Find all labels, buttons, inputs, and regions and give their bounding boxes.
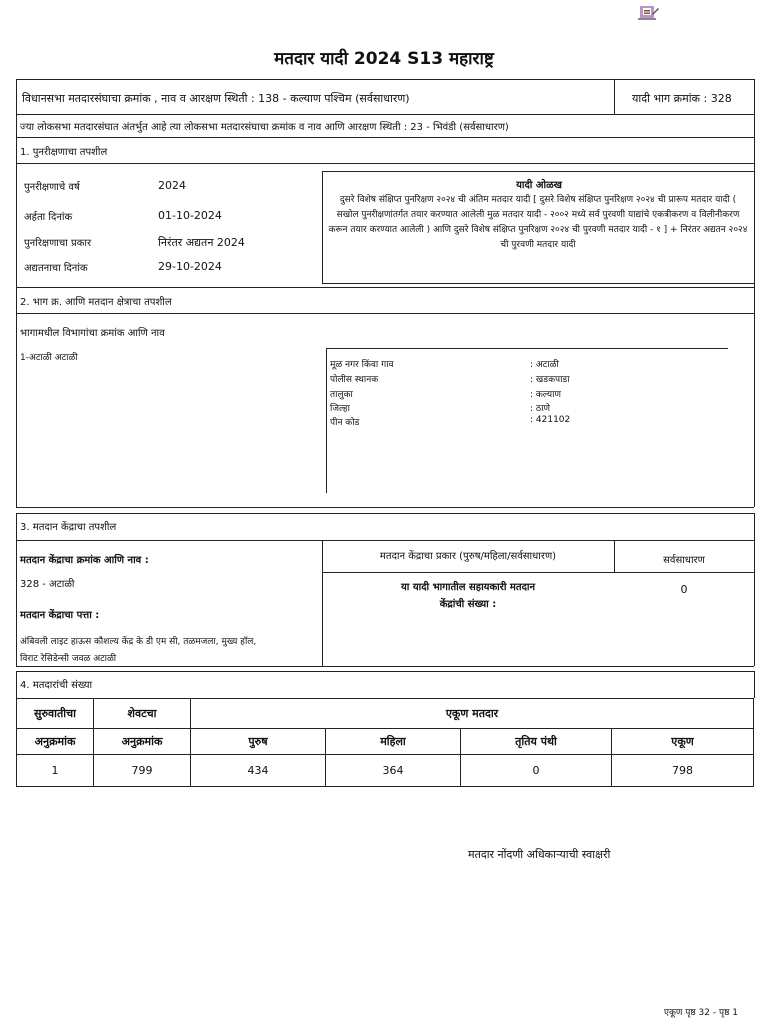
third-gender-count: 0 <box>461 755 612 787</box>
col-male: पुरुष <box>191 729 326 755</box>
revision-type-label: पुनरिक्षणाचा प्रकार <box>24 238 92 249</box>
station-type-value: सर्वसाधारण <box>663 555 705 566</box>
section3-heading: 3. मतदान केंद्राचा तपशील <box>20 522 117 533</box>
revision-type-value: निरंतर अद्यतन 2024 <box>158 236 245 249</box>
election-commission-logo <box>634 2 662 24</box>
section4-heading: 4. मतदारांची संख्या <box>20 680 93 691</box>
aux-stations-label-2: केंद्रांची संख्या : <box>439 599 497 610</box>
pin-code-label: पीन कोड <box>330 418 360 428</box>
aux-stations-label-1: या यादी भागातील सहायकारी मतदान <box>400 582 536 593</box>
pin-code-value: : 421102 <box>530 415 571 425</box>
end-serial: 799 <box>94 755 191 787</box>
col-end-line1: शेवटचा <box>94 699 191 729</box>
update-date-label: अद्यतनाचा दिनांक <box>24 263 88 274</box>
station-type-label: मतदान केंद्राचा प्रकार (पुरुष/महिला/सर्वसाधारण) <box>379 551 557 562</box>
col-female: महिला <box>326 729 461 755</box>
part-number: यादी भाग क्रमांक : 328 <box>632 92 732 105</box>
page-footer: एकूण पृष्ठ 32 - पृष्ठ 1 <box>664 1008 738 1018</box>
constituency-info: विधानसभा मतदारसंघाचा क्रमांक , नाव व आरक्षण स्थिती : 138 - कल्याण पश्चिम (सर्वसाधारण) <box>22 92 410 105</box>
total-count: 798 <box>612 755 754 787</box>
village-value: : अटाळी <box>530 360 559 370</box>
col-third-gender: तृतिय पंथी <box>461 729 612 755</box>
taluka-label: तालुका <box>330 390 353 400</box>
qualifying-date-value: 01-10-2024 <box>158 209 222 222</box>
page-title: मतदार यादी 2024 S13 महाराष्ट्र <box>274 49 494 69</box>
section-name: 1-अटाळी अटाळी <box>20 353 78 363</box>
col-start-line2: अनुक्रमांक <box>17 729 94 755</box>
district-value: : ठाणे <box>530 404 550 414</box>
start-serial: 1 <box>17 755 94 787</box>
taluka-value: : कल्याण <box>530 390 561 400</box>
lok-sabha-info: ज्या लोकसभा मतदारसंघात अंतर्भुत आहे त्या लोकसभा मतदारसंघाचा क्रमांक व नाव आणि आरक्षण स्थिती : 23 - भिवंडी (सर्वसाधारण) <box>20 122 509 133</box>
qualifying-date-label: अर्हता दिनांक <box>24 212 73 223</box>
col-start-line1: सुरुवातीचा <box>17 699 94 729</box>
section1-heading: 1. पुनरीक्षणाचा तपशील <box>20 147 108 158</box>
female-count: 364 <box>326 755 461 787</box>
polling-address-line2: विराट रेसिडेन्सी जवळ अटाळी <box>20 654 117 664</box>
update-date-value: 29-10-2024 <box>158 260 222 273</box>
section2-heading: 2. भाग क्र. आणि मतदान क्षेत्राचा तपशील <box>20 297 172 308</box>
polling-station-label: मतदान केंद्राचा क्रमांक आणि नाव : <box>20 555 149 566</box>
aux-stations-value: 0 <box>680 583 688 596</box>
table-row <box>17 755 754 787</box>
district-label: जिल्हा <box>330 404 350 414</box>
total-voters-header: एकूण मतदार <box>191 699 754 729</box>
revision-year-label: पुनरीक्षणाचे वर्ष <box>24 182 80 193</box>
voter-count-table <box>16 698 754 787</box>
list-identity-text: दुसरे विशेष संक्षिप्त पुनरिक्षण २०२४ ची अंतिम मतदार यादी [ दुसरे विशेष संक्षिप्त पुनरिक्षण २०२४ ची प्रारूप मतदार यादी ( सखोल पुनरीक्षणांतर्गत तयार करण्यात आलेली मुळ मतदार यादी - २००२ मध्ये सर्व पुरवणी याद्यांचे एकत्रीकरण व विलीनीकरण करून तयार करण्यात आलेली ) आणि दुसरे विशेष संक्षिप्त पुनरिक्षण २०२४ ची पुरवणी मतदार यादी - १ ] + निरंतर अद्यतन २०२४ ची पुरवणी मतदार यादी <box>328 195 748 250</box>
revision-year-value: 2024 <box>158 179 186 192</box>
village-label: मूळ नगर किंवा गाव <box>330 360 394 370</box>
polling-station-value: 328 - अटाळी <box>20 579 75 590</box>
section2-subheading: भागामधील विभागांचा क्रमांक आणि नाव <box>20 328 165 339</box>
male-count: 434 <box>191 755 326 787</box>
polling-address-label: मतदान केंद्राचा पत्ता : <box>20 610 100 621</box>
polling-address-line1: अंबिवली लाइट हाऊस कौशल्य केंद्र के डी एम सी, तळमजला, मुख्य हॉल, <box>20 637 257 647</box>
officer-signature-label: मतदार नोंदणी अधिकाऱ्याची स्वाक्षरी <box>468 848 611 861</box>
police-station-label: पोलीस स्थानक <box>330 375 379 385</box>
col-end-line2: अनुक्रमांक <box>94 729 191 755</box>
list-identity-title: यादी ओळख <box>516 180 562 191</box>
police-station-value: : खडकपाडा <box>530 375 570 385</box>
col-total: एकूण <box>612 729 754 755</box>
